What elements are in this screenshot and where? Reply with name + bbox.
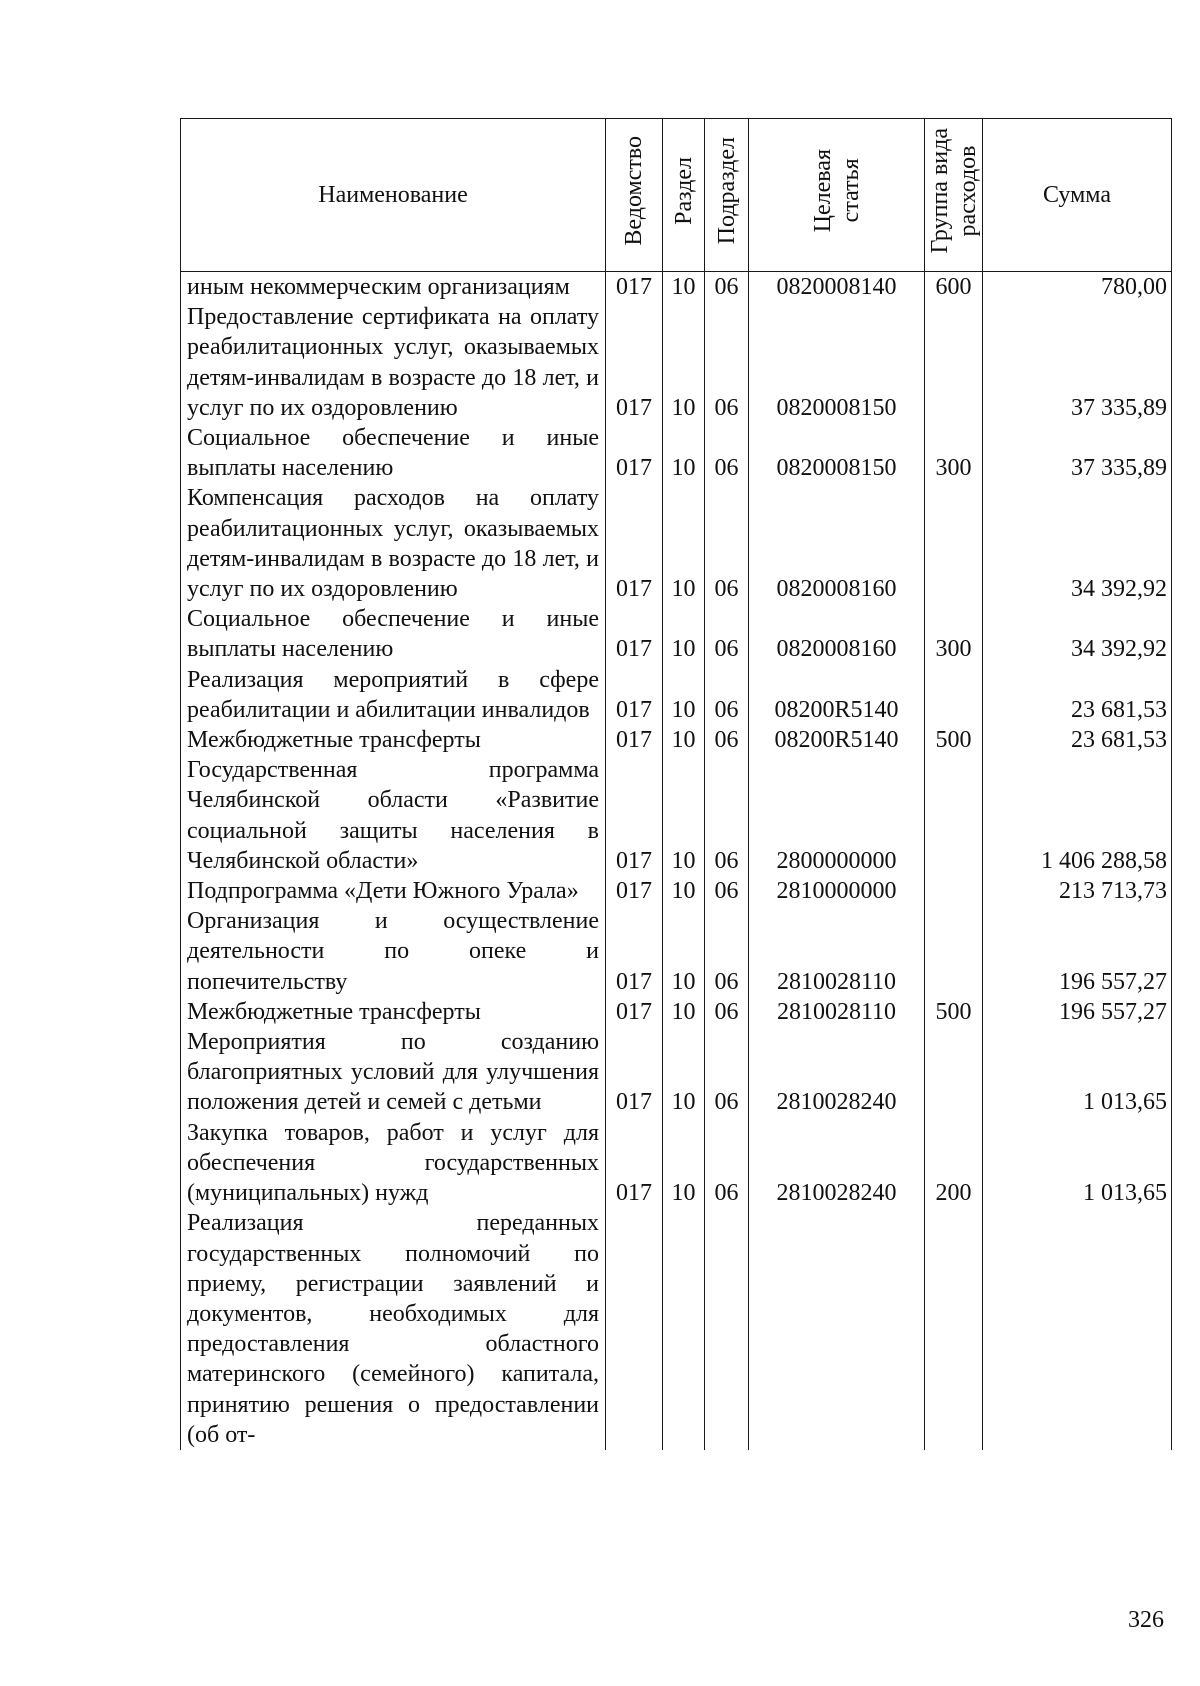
row-name: Предоставление сертификата на оплату реабилитационных услуг, оказываемых детям-инвалидам в возрасте до 18 лет, и услуг по их оздоровлению	[181, 302, 606, 423]
row-name: Социальное обеспечение и иные выплаты населению	[181, 423, 606, 483]
header-target-article: Целевая статья	[749, 119, 925, 272]
row-subsection: 06	[705, 906, 749, 997]
table-row	[181, 302, 1172, 423]
row-department: 017	[606, 665, 663, 725]
row-section: 10	[663, 725, 705, 755]
row-expense-group	[925, 876, 983, 906]
row-target-article: 2810028240	[749, 1027, 925, 1118]
row-expense-group: 300	[925, 604, 983, 664]
row-name: иным некоммерческим организациям	[181, 272, 606, 303]
row-section: 10	[663, 272, 705, 303]
row-target-article: 2800000000	[749, 755, 925, 876]
row-amount: 1 013,65	[983, 1027, 1172, 1118]
row-name: Компенсация расходов на оплату реабилитационных услуг, оказываемых детям-инвалидам в возрасте до 18 лет, и услуг по их оздоровлению	[181, 483, 606, 604]
row-amount: 37 335,89	[983, 302, 1172, 423]
header-name: Наименование	[181, 119, 606, 272]
row-amount: 213 713,73	[983, 876, 1172, 906]
row-section: 10	[663, 423, 705, 483]
row-target-article: 2810028110	[749, 906, 925, 997]
row-amount: 1 406 288,58	[983, 755, 1172, 876]
row-subsection	[705, 1208, 749, 1450]
row-amount: 37 335,89	[983, 423, 1172, 483]
row-department: 017	[606, 725, 663, 755]
table-row	[181, 1208, 1172, 1450]
row-department: 017	[606, 604, 663, 664]
header-amount: Сумма	[983, 119, 1172, 272]
table-body	[181, 272, 1172, 1450]
row-target-article: 0820008160	[749, 483, 925, 604]
row-expense-group	[925, 755, 983, 876]
row-section: 10	[663, 1118, 705, 1209]
row-department: 017	[606, 272, 663, 303]
row-section	[663, 1208, 705, 1450]
row-section: 10	[663, 1027, 705, 1118]
row-section: 10	[663, 997, 705, 1027]
row-expense-group	[925, 665, 983, 725]
row-name: Реализация мероприятий в сфере реабилитации и абилитации инвалидов	[181, 665, 606, 725]
table-row	[181, 997, 1172, 1027]
row-expense-group: 600	[925, 272, 983, 303]
row-subsection: 06	[705, 423, 749, 483]
row-name: Межбюджетные трансферты	[181, 997, 606, 1027]
row-name: Реализация переданных государственных полномочий по приему, регистрации заявлений и документов, необходимых для предоставления областного материнского (семейного) капитала, принятию решения о предоставлении (об от-	[181, 1208, 606, 1450]
row-expense-group: 200	[925, 1118, 983, 1209]
row-subsection: 06	[705, 302, 749, 423]
row-section: 10	[663, 302, 705, 423]
row-amount: 780,00	[983, 272, 1172, 303]
row-target-article: 0820008150	[749, 423, 925, 483]
row-amount: 196 557,27	[983, 997, 1172, 1027]
row-name: Подпрограмма «Дети Южного Урала»	[181, 876, 606, 906]
row-department	[606, 1208, 663, 1450]
row-department: 017	[606, 483, 663, 604]
row-expense-group	[925, 906, 983, 997]
row-expense-group: 300	[925, 423, 983, 483]
row-subsection: 06	[705, 483, 749, 604]
header-expense-group: Группа вида расходов	[925, 119, 983, 272]
table-row	[181, 1027, 1172, 1118]
row-department: 017	[606, 423, 663, 483]
row-name: Мероприятия по созданию благоприятных условий для улучшения положения детей и семей с детьми	[181, 1027, 606, 1118]
row-subsection: 06	[705, 1118, 749, 1209]
row-subsection: 06	[705, 665, 749, 725]
budget-table	[180, 118, 1172, 1450]
table-row	[181, 272, 1172, 303]
row-target-article: 0820008140	[749, 272, 925, 303]
header-section: Раздел	[663, 119, 705, 272]
table-row	[181, 1118, 1172, 1209]
row-section: 10	[663, 755, 705, 876]
row-subsection: 06	[705, 997, 749, 1027]
row-target-article: 0820008160	[749, 604, 925, 664]
row-subsection: 06	[705, 1027, 749, 1118]
table-row	[181, 876, 1172, 906]
row-target-article: 08200R5140	[749, 725, 925, 755]
row-department: 017	[606, 302, 663, 423]
table-row	[181, 755, 1172, 876]
row-target-article: 2810028240	[749, 1118, 925, 1209]
row-section: 10	[663, 906, 705, 997]
row-expense-group	[925, 483, 983, 604]
row-section: 10	[663, 483, 705, 604]
row-name: Закупка товаров, работ и услуг для обеспечения государственных (муниципальных) нужд	[181, 1118, 606, 1209]
row-expense-group	[925, 1208, 983, 1450]
row-amount: 34 392,92	[983, 483, 1172, 604]
table-row	[181, 483, 1172, 604]
row-section: 10	[663, 876, 705, 906]
table-row	[181, 906, 1172, 997]
row-subsection: 06	[705, 272, 749, 303]
row-target-article: 2810028110	[749, 997, 925, 1027]
row-department: 017	[606, 997, 663, 1027]
row-expense-group	[925, 1027, 983, 1118]
row-department: 017	[606, 1027, 663, 1118]
row-amount	[983, 1208, 1172, 1450]
row-subsection: 06	[705, 755, 749, 876]
row-amount: 1 013,65	[983, 1118, 1172, 1209]
header-department: Ведомство	[606, 119, 663, 272]
row-name: Межбюджетные трансферты	[181, 725, 606, 755]
row-name: Государственная программа Челябинской области «Развитие социальной защиты населения в Челябинской области»	[181, 755, 606, 876]
table-row	[181, 725, 1172, 755]
row-target-article: 08200R5140	[749, 665, 925, 725]
row-amount: 23 681,53	[983, 665, 1172, 725]
row-name: Социальное обеспечение и иные выплаты населению	[181, 604, 606, 664]
row-amount: 196 557,27	[983, 906, 1172, 997]
row-subsection: 06	[705, 876, 749, 906]
row-department: 017	[606, 755, 663, 876]
row-subsection: 06	[705, 725, 749, 755]
row-subsection: 06	[705, 604, 749, 664]
row-name: Организация и осуществление деятельности по опеке и попечительству	[181, 906, 606, 997]
row-department: 017	[606, 876, 663, 906]
header-row	[181, 119, 1172, 272]
row-target-article: 0820008150	[749, 302, 925, 423]
row-expense-group: 500	[925, 725, 983, 755]
row-department: 017	[606, 1118, 663, 1209]
row-section: 10	[663, 604, 705, 664]
row-target-article	[749, 1208, 925, 1450]
row-section: 10	[663, 665, 705, 725]
row-target-article: 2810000000	[749, 876, 925, 906]
row-department: 017	[606, 906, 663, 997]
table-row	[181, 423, 1172, 483]
table-row	[181, 604, 1172, 664]
row-amount: 34 392,92	[983, 604, 1172, 664]
table-row	[181, 665, 1172, 725]
page-number: 326	[1128, 1607, 1164, 1633]
row-expense-group	[925, 302, 983, 423]
row-expense-group: 500	[925, 997, 983, 1027]
header-subsection: Подраздел	[705, 119, 749, 272]
row-amount: 23 681,53	[983, 725, 1172, 755]
